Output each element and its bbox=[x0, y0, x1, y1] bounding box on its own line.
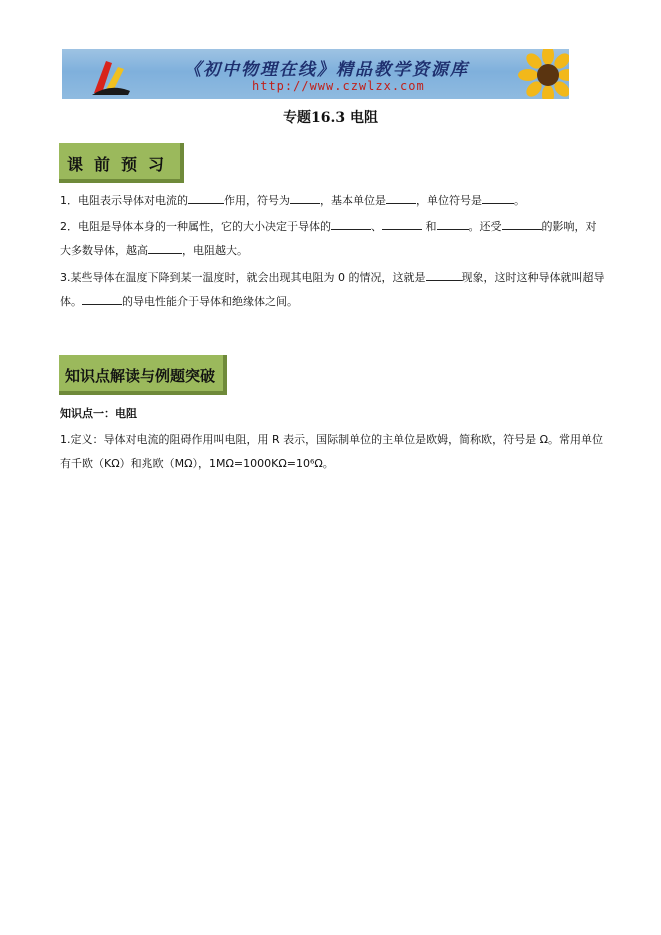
page-title: 专题16.3 电阻 bbox=[283, 110, 378, 126]
banner-url: http://www.czwlzx.com bbox=[252, 79, 425, 93]
answer-blank[interactable] bbox=[148, 241, 182, 254]
section-heading-knowledge: 知识点解读与例题突破 bbox=[59, 355, 227, 395]
answer-blank[interactable] bbox=[437, 217, 469, 230]
knowledge-point-text: 1.定义：导体对电流的阻碍作用叫电阻，用 R 表示，国际制单位的主单位是欧姆，简称欧，符号是 Ω。常用单位有千欧（KΩ）和兆欧（MΩ），1MΩ=1000KΩ=10⁶Ω。 bbox=[60, 433, 604, 470]
answer-blank[interactable] bbox=[188, 191, 224, 204]
answer-blank[interactable] bbox=[502, 217, 542, 230]
answer-blank[interactable] bbox=[331, 217, 371, 230]
answer-blank[interactable] bbox=[482, 191, 514, 204]
answer-blank[interactable] bbox=[382, 217, 422, 230]
answer-blank[interactable] bbox=[82, 292, 122, 305]
sunflower-icon bbox=[510, 49, 569, 99]
answer-blank[interactable] bbox=[290, 191, 320, 204]
question-3: 3.某些导体在温度下降到某一温度时，就会出现其电阻为 0 的情况，这就是 现象，这时这种导体就叫超导体。 的导电性能介于导体和绝缘体之间。 bbox=[60, 266, 605, 314]
answer-blank[interactable] bbox=[426, 268, 462, 281]
question-1: 1．电阻表示导体对电流的 作用，符号为 ，基本单位是 ，单位符号是 。 bbox=[60, 189, 605, 213]
question-2: 2．电阻是导体本身的一种属性，它的大小决定于导体的 、 和 。还受 的影响，对大多数导体，越高 ，电阻越大。 bbox=[60, 215, 605, 263]
header-banner bbox=[62, 49, 569, 99]
section-heading-preview: 课前预习 bbox=[59, 143, 184, 183]
site-logo-icon bbox=[88, 53, 134, 97]
banner-title: 《初中物理在线》精品教学资源库 bbox=[184, 60, 469, 80]
answer-blank[interactable] bbox=[386, 191, 416, 204]
knowledge-point-title: 知识点一：电阻 bbox=[60, 407, 137, 420]
